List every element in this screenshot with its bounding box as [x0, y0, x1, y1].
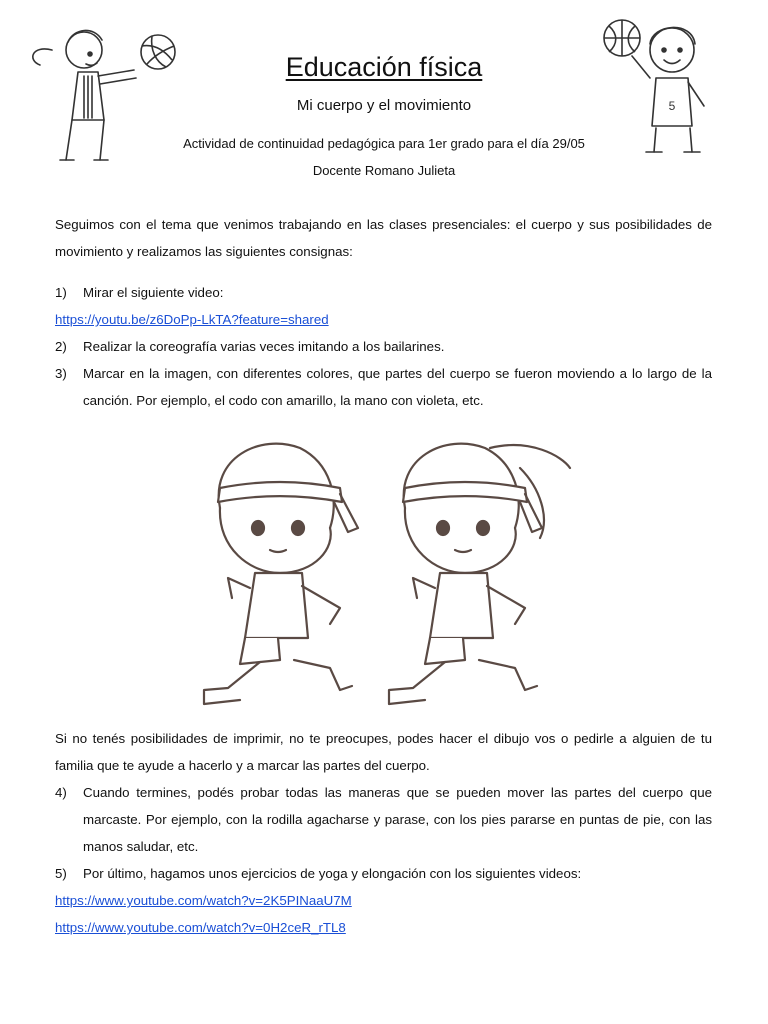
yoga-link-row-1 — [55, 887, 712, 914]
step-2: 2) Realizar la coreografía varias veces imitando a los bailarines. — [55, 339, 445, 354]
header — [0, 0, 768, 200]
boy-figure — [204, 444, 358, 704]
video-link-row — [55, 306, 712, 333]
video-link[interactable]: https://youtu.be/z6DoPp-LkTA?feature=shared — [55, 312, 329, 327]
intro-paragraph: Seguimos con el tema que venimos trabajando en las clases presenciales: el cuerpo y sus posibilidades de movimiento y realizamos las siguientes consignas: — [55, 217, 712, 259]
yoga-video-link-1[interactable]: https://www.youtube.com/watch?v=2K5PINaaU7M — [55, 893, 352, 908]
yoga-link-row-2 — [55, 914, 712, 941]
boy-basketball-illustration — [592, 10, 752, 170]
teacher-line: Docente Romano Julieta — [312, 163, 456, 178]
activity-line: Actividad de continuidad pedagógica para 1er grado para el día 29/05 — [183, 136, 585, 151]
step-4: 4) Cuando termines, podés probar todas las maneras que se pueden mover las partes del cuerpo que marcaste. Por ejemplo, con la rodilla agacharse y parase, con los pies pararse en puntas de pie, con las manos saludar, etc. — [55, 785, 712, 854]
yoga-video-link-2[interactable]: https://www.youtube.com/watch?v=0H2ceR_rTL8 — [55, 920, 346, 935]
note-paragraph: Si no tenés posibilidades de imprimir, no te preocupes, podes hacer el dibujo vos o pedirle a alguien de tu familia que te ayude a hacerlo y a marcar las partes del cuerpo. — [55, 731, 712, 773]
basketball-icon — [604, 20, 640, 56]
jersey-number: 5 — [668, 99, 676, 113]
running-children-illustration — [190, 428, 580, 713]
page-subtitle: Mi cuerpo y el movimiento — [296, 97, 472, 114]
step-5: 5) Por último, hagamos unos ejercicios de yoga y elongación con los siguientes videos: — [55, 866, 582, 881]
girl-figure — [389, 444, 570, 704]
step-3: 3) Marcar en la imagen, con diferentes colores, que partes del cuerpo se fueron moviendo a lo largo de la canción. Por ejemplo, el codo con amarillo, la mano con violeta, etc. — [55, 366, 712, 408]
page-title: Educación física — [285, 52, 483, 82]
step-1: 1) Mirar el siguiente video: — [55, 285, 224, 300]
